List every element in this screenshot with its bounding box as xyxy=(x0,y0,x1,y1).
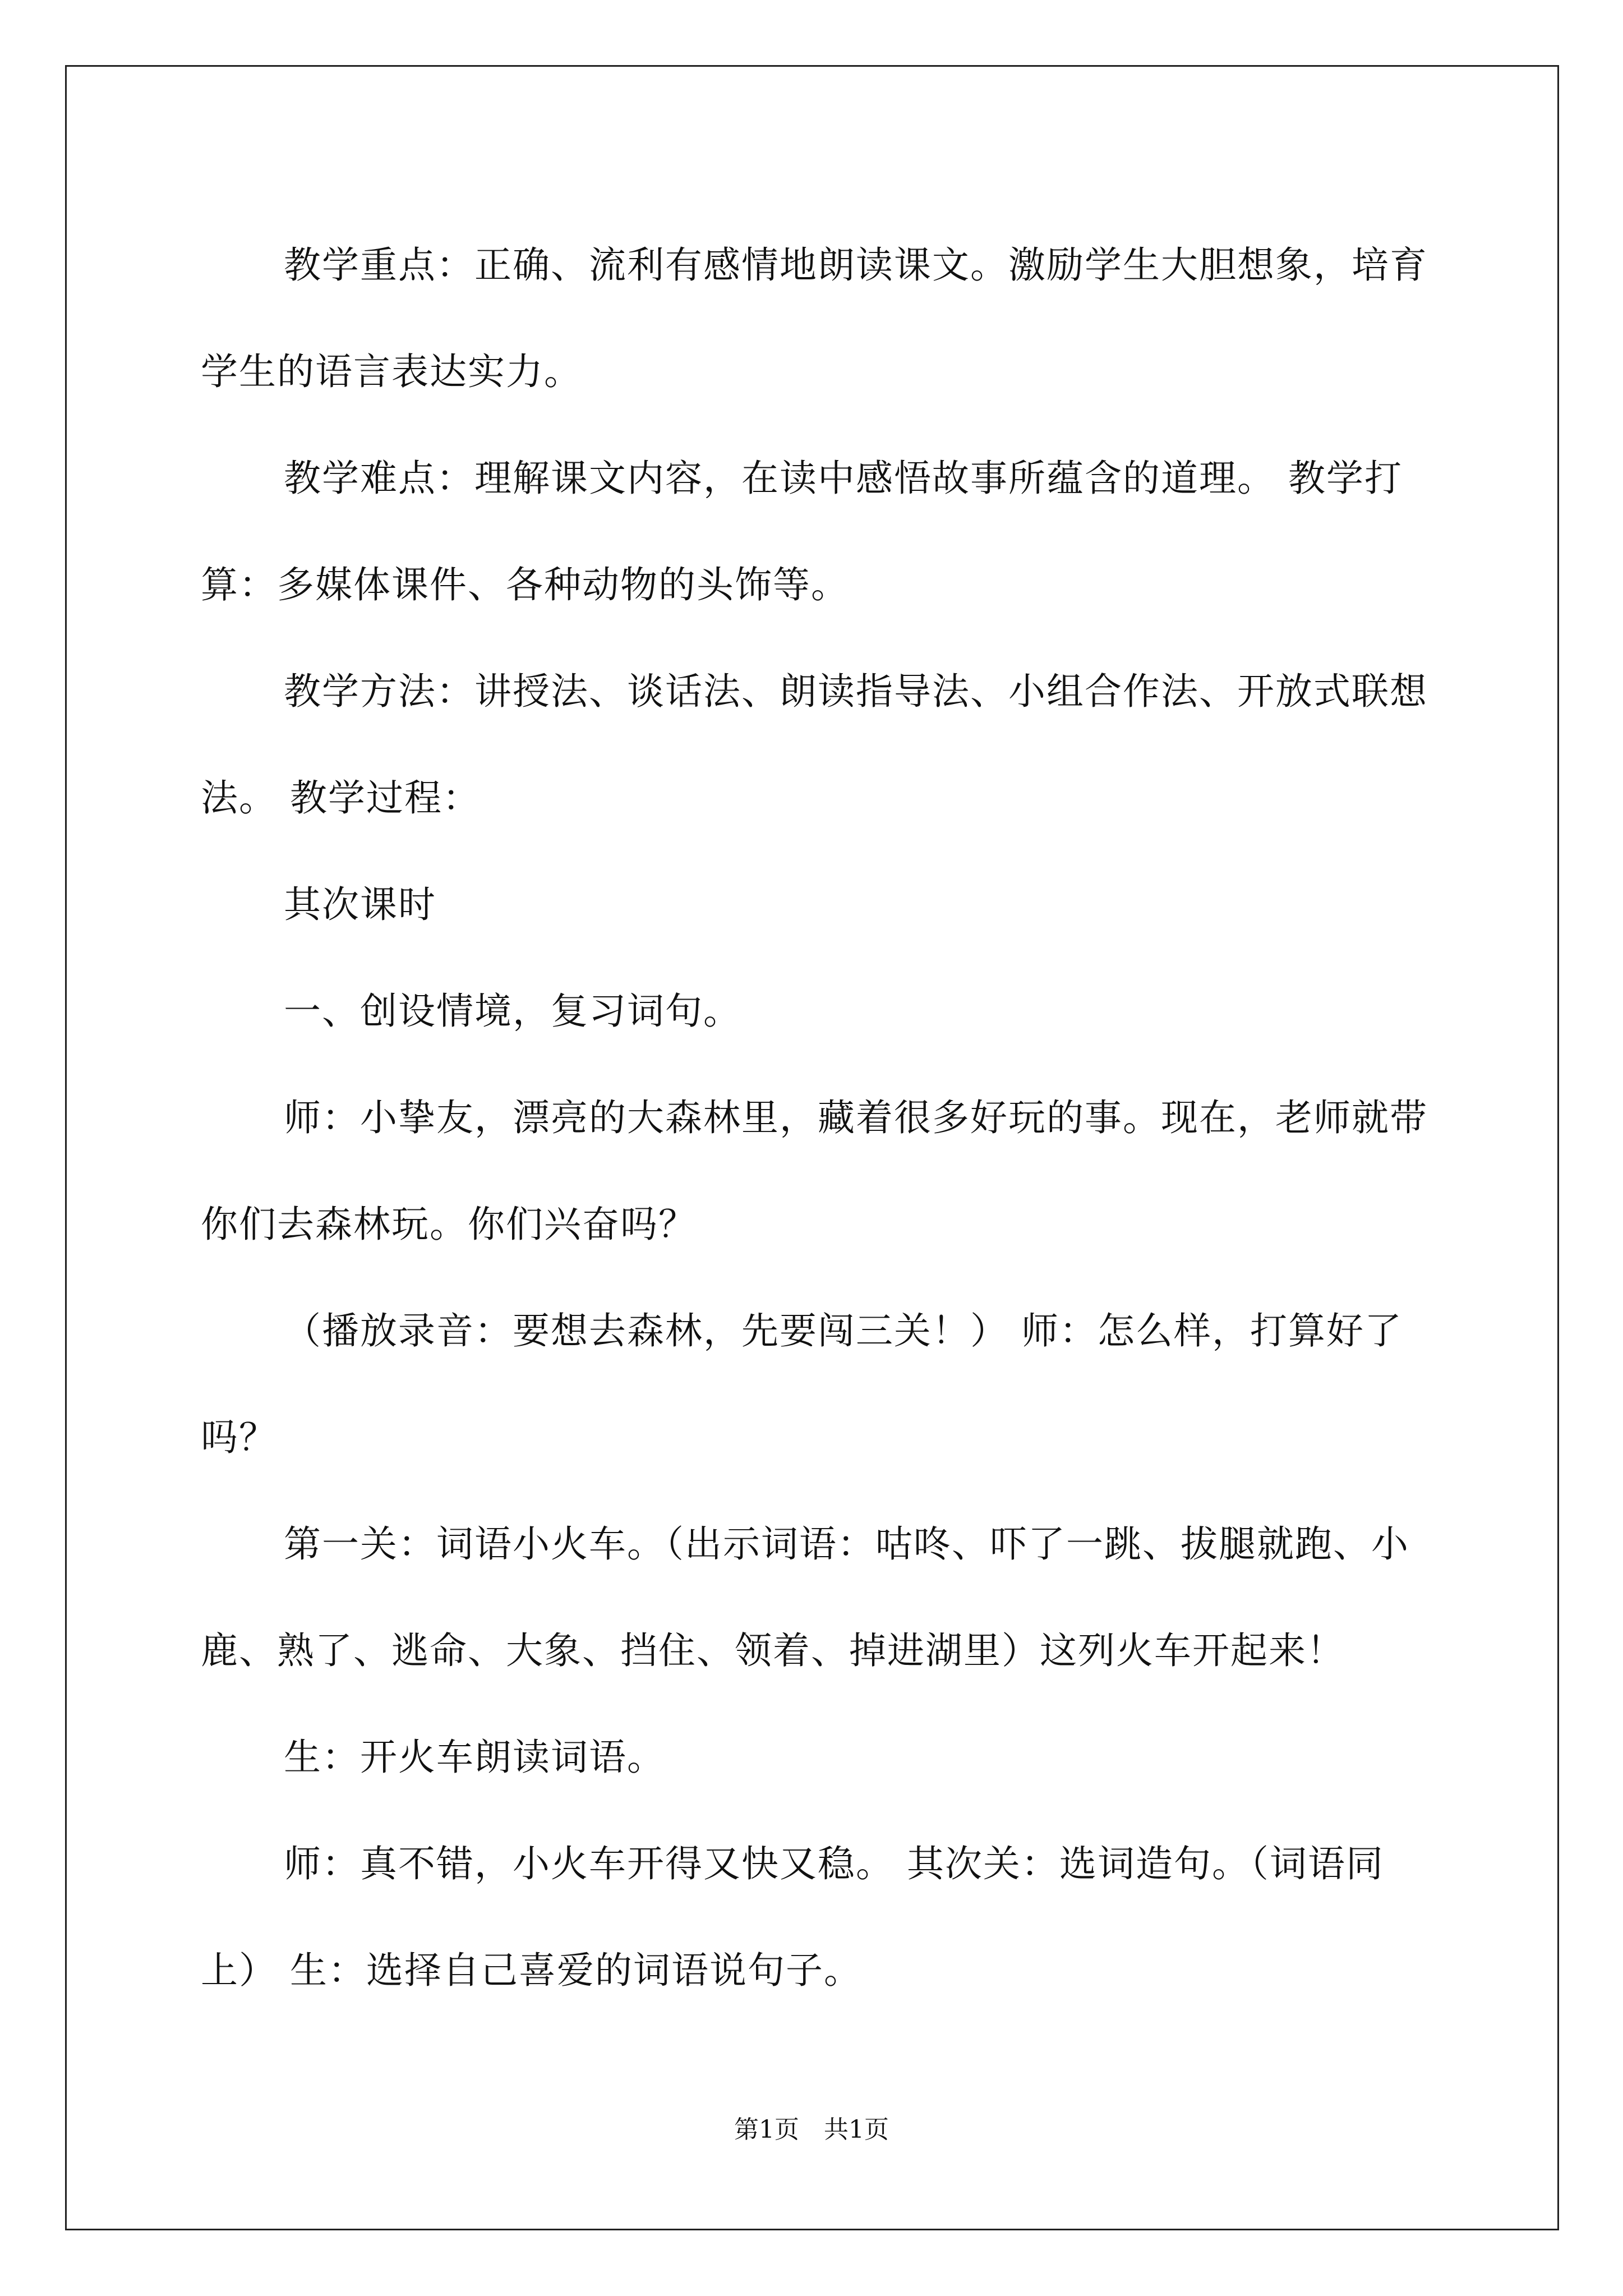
paragraph-level-two: 师：真不错，小火车开得又快又稳。 其次关：选词造句。（词语同上） 生：选择自己喜爱的词语说句子。 xyxy=(201,1842,1384,1992)
paragraph-student-reading: 生：开火车朗读词语。 xyxy=(284,1736,665,1779)
paragraph-lesson-heading: 其次课时 xyxy=(284,883,436,926)
paragraph-teaching-difficulty: 教学难点：理解课文内容，在读中感悟故事所蕴含的道理。 教学打算：多媒体课件、各种动物的头饰等。 xyxy=(201,457,1403,606)
paragraph-teaching-focus: 教学重点：正确、流利有感情地朗读课文。激励学生大胆想象，培育学生的语言表达实力。 xyxy=(201,243,1428,393)
paragraph-section-one: 一、创设情境，复习词句。 xyxy=(284,990,741,1033)
paragraph-recording: （播放录音：要想去森林，先要闯三关！） 师：怎么样，打算好了吗？ xyxy=(201,1309,1403,1459)
paragraph-teaching-method: 教学方法：讲授法、谈话法、朗读指导法、小组合作法、开放式联想法。 教学过程： xyxy=(201,670,1428,820)
paragraph-teacher-intro: 师：小挚友，漂亮的大森林里，藏着很多好玩的事。现在，老师就带你们去森林玩。你们兴奋吗？ xyxy=(201,1096,1428,1246)
document-body xyxy=(201,212,1435,2024)
paragraph-level-one: 第一关：词语小火车。（出示词语：咕咚、吓了一跳、拔腿就跑、小鹿、熟了、逃命、大象、挡住、领着、掉进湖里）这列火车开起来！ xyxy=(201,1522,1409,1672)
page-number-footer: 第1页 共1页 xyxy=(734,2115,889,2144)
